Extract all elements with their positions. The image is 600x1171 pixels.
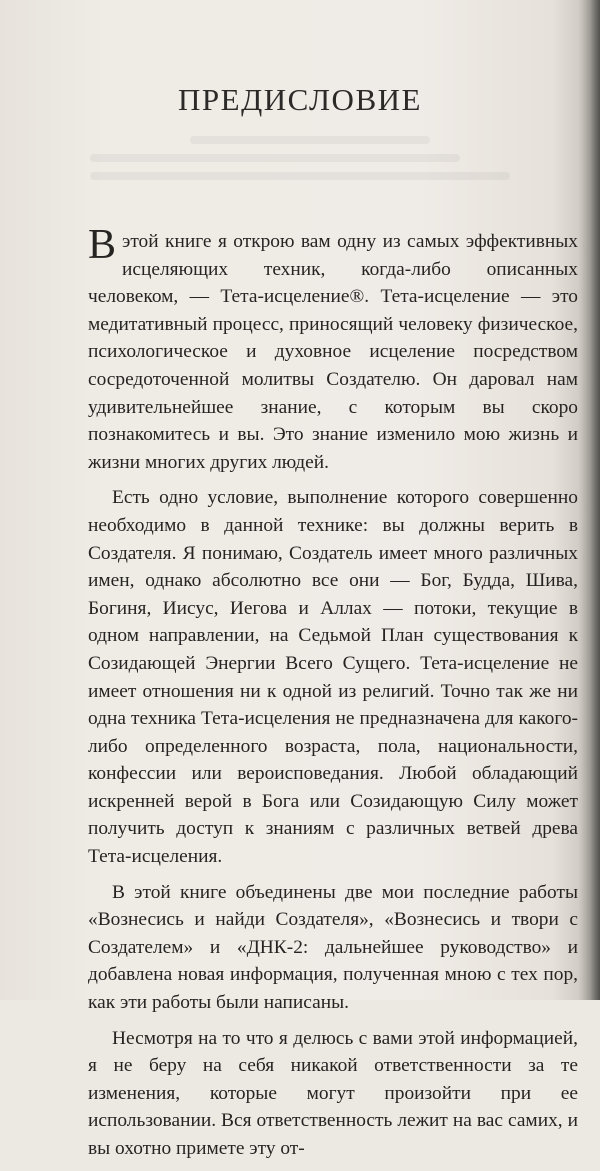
page-edge-shadow [578,0,600,1000]
body-text [88,222,578,1171]
drop-cap: В [88,222,117,268]
chapter-heading: ПРЕДИСЛОВИЕ [178,82,422,117]
paragraph-text: этой книге я открою вам одну из самых эффективных исцеляющих техник, когда-либо описанных человеком, — Тета-исцеление®. Тета-исцеление — это медитативный процесс, приносящий человеку физическое, психологическое и духовное исцеление посредством сосредоточенной молитвы Создателю. Он даровал нам удивительнейшее знание, с которым вы скоро познакомитесь и вы. Это знание изменило мою жизнь и жизни многих других людей. [88,231,578,473]
paragraph: Есть одно условие, выполнение которого совершенно необходимо в данной технике: вы должны верить в Создателя. Я понимаю, Создатель имеет много различных имен, однако абсолютно все они — Бог, Будда, Шива, Богиня, Иисус, Иегова и Аллах — потоки, текущие в одном направлении, на Седьмой План существования к Созидающей Энергии Всего Сущего. Тета-исцеление не имеет отношения ни к одной из религий. Точно так же ни одна техника Тета-исцеления не предназначена для какого-либо определенного возраста, пола, национальности, конфессии или вероисповедания. Любой обладающий искренней верой в Бога или Созидающую Силу может получить доступ к знаниям с различных ветвей древа Тета-исцеления. [88,487,578,868]
paragraph [88,222,578,476]
paragraph: Несмотря на то что я делюсь с вами этой информацией, я не беру на себя никакой ответственности за те изменения, которые могут произойти при ее использовании. Вся ответственность лежит на вас самих, и вы охотно примете эту от- [88,1027,578,1159]
paragraph: В этой книге объединены две мои последние работы «Вознесись и найди Создателя», «Вознесись и твори с Создателем» и «ДНК-2: дальнейшее руководство» и добавлена новая информация, полученная мною с тех пор, как эти работы были написаны. [88,881,578,1014]
show-through-text [150,126,570,196]
